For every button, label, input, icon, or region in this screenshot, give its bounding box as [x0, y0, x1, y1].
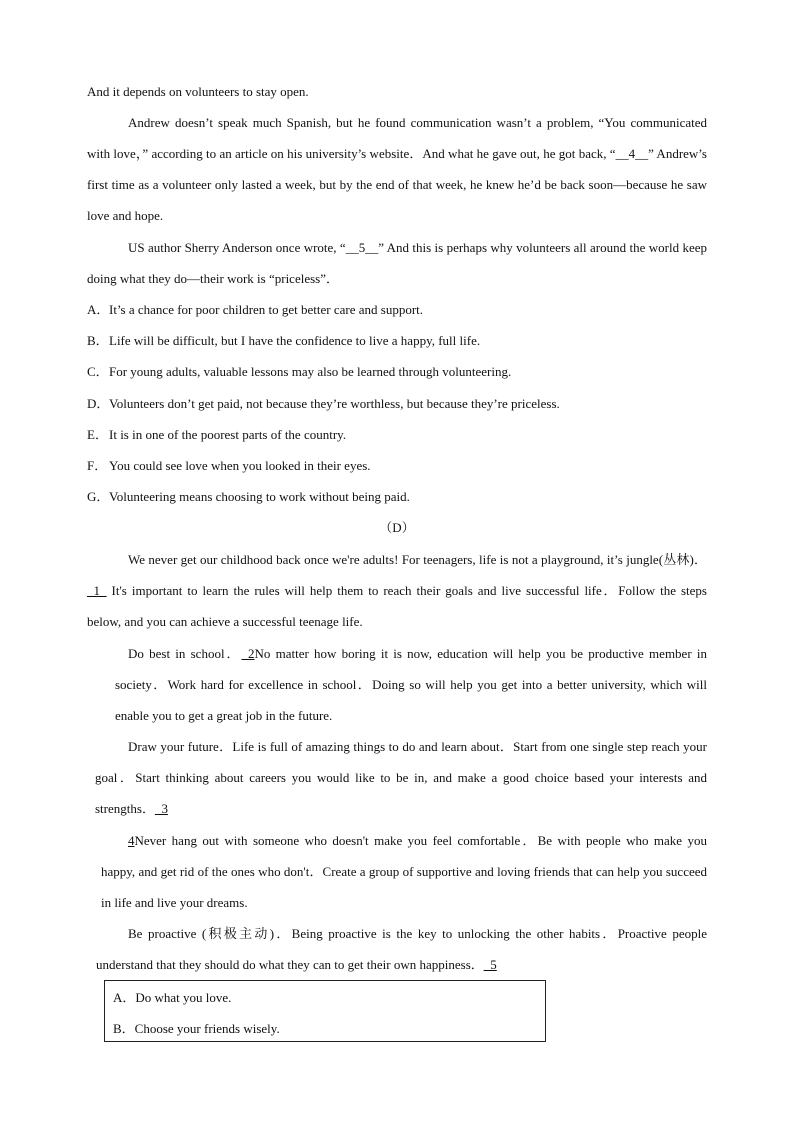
option-key: A．	[113, 990, 136, 1005]
passage-d-paragraph-4	[101, 825, 707, 918]
text-segment: We never get our childhood back once we're adults! For teenagers, life is not a playground, it’s jungle(丛林)．	[128, 552, 708, 567]
option-a	[87, 294, 423, 325]
text-segment: No matter how boring it is now, education will help you be productive member in society．Work hard for excellence in school．Doing so will help you get into a better university, which will enable you to get a great job in the future.	[115, 646, 707, 723]
passage-d-paragraph-2	[115, 638, 707, 731]
blank-5: __5__	[345, 240, 379, 255]
option-text: Life will be difficult, but I have the confidence to live a happy, full life.	[109, 333, 481, 348]
option-key: A．	[87, 302, 110, 317]
option-key: C．	[87, 364, 109, 379]
box-option-a	[113, 982, 231, 1013]
blank-4: __4__	[615, 146, 649, 161]
blank-5: _5	[483, 957, 497, 972]
option-text: For young adults, valuable lessons may also be learned through volunteering.	[109, 364, 512, 379]
option-b	[87, 325, 480, 356]
blank-3: _3	[154, 801, 168, 816]
passage-d-paragraph-3	[95, 731, 707, 824]
passage-c-paragraph-3	[87, 232, 707, 294]
option-key: B．	[87, 333, 109, 348]
option-e	[87, 419, 346, 450]
passage-d-paragraph-1	[87, 544, 707, 637]
passage-c-line: And it depends on volunteers to stay open.	[87, 84, 309, 99]
text-segment: Draw your future．Life is full of amazing things to do and learn about．Start from one single step reach your goal．Start thinking about careers you would like to be in, and make a good choice based your interests and strengths．	[95, 739, 707, 816]
text-segment: Be proactive (积极主动)．Being proactive is the key to unlocking the other habits．Proactive people understand that they should do what they can to get their own happiness．	[96, 926, 707, 972]
text-segment: US author Sherry Anderson once wrote, “	[128, 240, 346, 255]
option-text: You could see love when you looked in their eyes.	[109, 458, 371, 473]
blank-4: 4	[128, 833, 135, 848]
option-key: G．	[87, 489, 110, 504]
option-text: Volunteering means choosing to work without being paid.	[109, 489, 410, 504]
blank-1: _1_	[87, 583, 107, 598]
text-segment: Do best in school．	[128, 646, 242, 661]
text-segment: ” And this is perhaps why volunteers all around the world keep doing what they do—their work is “priceless”．	[87, 240, 707, 286]
option-c	[87, 356, 511, 387]
option-key: E．	[87, 427, 108, 442]
blank-2: _2	[241, 646, 255, 661]
text-segment: Never hang out with someone who doesn't make you feel comfortable．Be with people who make you happy, and get rid of the ones who don't．Create a group of supportive and loving friends that can help you succeed in life and live your dreams.	[101, 833, 707, 910]
section-heading: （D）	[379, 520, 415, 535]
option-text: Do what you love.	[135, 990, 232, 1005]
option-key: D．	[87, 396, 110, 411]
text-segment: ” Andrew’s first time as a volunteer only lasted a week, but by the end of that week, he knew he’d be back soon—because he saw love and hope.	[87, 146, 707, 223]
text-segment: Andrew doesn’t speak much Spanish, but he found communication wasn’t a problem, “You communicated with love，” according to an article on his university’s website．And what he gave out, he got back, “	[87, 115, 707, 161]
box-option-b	[113, 1013, 280, 1044]
text-segment: It's important to learn the rules will help them to reach their goals and live successful life．Follow the steps below, and you can achieve a successful teenage life.	[87, 583, 707, 629]
option-key: B．	[113, 1021, 135, 1036]
option-f	[87, 450, 371, 481]
passage-c-paragraph-2	[87, 107, 707, 231]
passage-d-paragraph-5	[96, 918, 707, 980]
options-box	[104, 980, 546, 1042]
option-text: It’s a chance for poor children to get better care and support.	[109, 302, 424, 317]
option-d	[87, 388, 560, 419]
option-text: Choose your friends wisely.	[134, 1021, 280, 1036]
option-g	[87, 481, 410, 512]
option-key: F．	[87, 458, 108, 473]
option-text: It is in one of the poorest parts of the country.	[109, 427, 347, 442]
option-text: Volunteers don’t get paid, not because they’re worthless, but because they’re priceless.	[109, 396, 560, 411]
